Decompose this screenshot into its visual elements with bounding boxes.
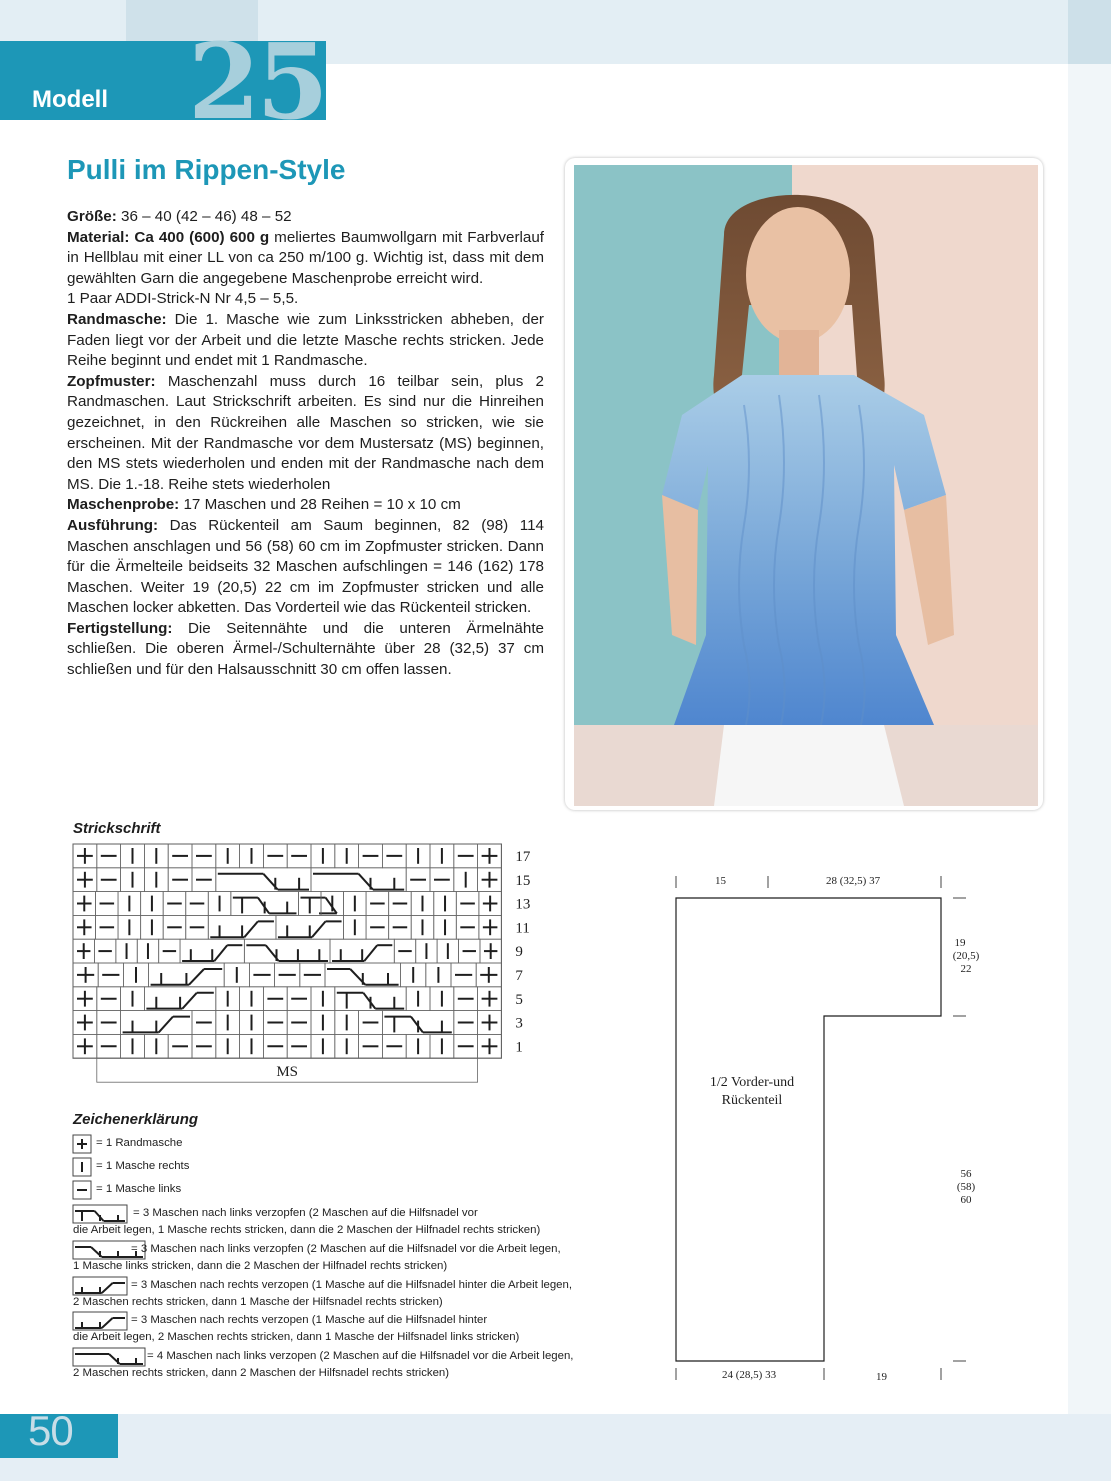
schematic-side-top-2: (20,5) [952, 950, 980, 962]
instruction-paragraph [67, 372, 544, 496]
chart-row-label: 1 [515, 1039, 523, 1056]
paragraph-key: Fertigstellung: [67, 619, 173, 637]
page-title: Pulli im Rippen-Style [67, 154, 346, 185]
legend-text-continued: 2 Maschen rechts stricken, dann 1 Masche der Hilfsnadel rechts stricken) [73, 1296, 443, 1308]
schematic-side-top-1: 19 [954, 937, 966, 949]
legend-symbol [72, 1134, 92, 1154]
legend-text-continued: 2 Maschen rechts stricken, dann 2 Maschen der Hilfsnadel rechts stricken) [73, 1367, 450, 1379]
legend-symbol [72, 1180, 92, 1200]
legend-text: = 1 Randmasche [96, 1137, 183, 1149]
legend-symbol [72, 1347, 146, 1367]
paragraph-key: Maschenprobe: [67, 496, 180, 514]
chart-row-label: 7 [515, 968, 523, 984]
schematic-side-bottom-3: 60 [960, 1194, 972, 1206]
garment-schematic [660, 860, 980, 1390]
right-margin-band [1068, 64, 1111, 1414]
instruction-paragraph [67, 289, 544, 310]
legend-symbol [72, 1204, 128, 1224]
legend-text: = 3 Maschen nach links verzopfen (2 Maschen auf die Hilfsnadel vor die Arbeit legen, [131, 1243, 561, 1255]
legend-text: = 3 Maschen nach rechts verzopen (1 Masche auf die Hilfsnadel hinter [131, 1314, 488, 1326]
instruction-paragraph [67, 310, 544, 372]
chart-row-label: 13 [515, 896, 531, 913]
paragraph-key: Ausführung: [67, 516, 159, 534]
instruction-paragraph [67, 207, 544, 228]
legend-text: = 1 Masche rechts [96, 1160, 190, 1172]
paragraph-text: 36 – 40 (42 – 46) 48 – 52 [116, 208, 292, 225]
paragraph-key: Randmasche: [67, 310, 167, 328]
top-band-right [1068, 0, 1111, 64]
legend-text: = 4 Maschen nach links verzopen (2 Maschen auf die Hilfsnadel vor die Arbeit legen, [147, 1350, 574, 1362]
paragraph-key: Zopfmuster: [67, 372, 156, 390]
model-label: Modell [32, 86, 108, 113]
chart-row-label: 11 [515, 920, 530, 937]
paragraph-text: 1 Paar ADDI-Strick-N Nr 4,5 – 5,5. [67, 290, 299, 308]
model-number: 25 [188, 20, 325, 143]
legend-text: = 3 Maschen nach rechts verzopen (1 Masche auf die Hilfsnadel hinter die Arbeit legen, [131, 1279, 573, 1291]
legend-text-continued: die Arbeit legen, 1 Masche rechts stricken, dann die 2 Maschen der Hilfnadel rechts stricken) [73, 1224, 541, 1236]
paragraph-text: 17 Maschen und 28 Reihen = 10 x 10 cm [179, 496, 461, 514]
paragraph-text: Die Seitennähte und die unteren Ärmelnähte schließen. Die oberen Ärmel-/Schulternähte über 28 (32,5) 37 cm schließen und für den Halsausschnitt 30 cm offen lassen. [67, 619, 544, 679]
instruction-paragraph [67, 516, 544, 619]
page-number: 50 [28, 1407, 73, 1454]
paragraph-text: meliertes Baumwollgarn mit Farbverlauf in Hellblau mit einer LL von ca 250 m/100 g. Wichtig ist, dass mit dem gewählten Garn die angegebene Maschenprobe erreicht wird. [67, 228, 545, 287]
schematic-top-right: 28 (32,5) 37 [826, 875, 881, 887]
schematic-label-1: 1/2 Vorder-und [709, 1075, 795, 1090]
paragraph-key: Material: Ca 400 (600) 600 g [67, 228, 270, 246]
schematic-side-bottom-1: 56 [960, 1168, 972, 1180]
schematic-top-left: 15 [715, 875, 726, 887]
chart-title: Strickschrift [73, 820, 161, 837]
legend-title: Zeichenerklärung [73, 1111, 199, 1128]
schematic-side-top-3: 22 [960, 963, 972, 975]
bottom-band [0, 1414, 1111, 1481]
instructions-text [67, 207, 544, 681]
legend-symbol [72, 1311, 128, 1331]
repeat-label: MS [276, 1064, 299, 1081]
legend-text-continued: 1 Masche links stricken, dann die 2 Maschen der Hilfnadel rechts stricken) [73, 1260, 448, 1272]
model-photo [574, 165, 1038, 806]
schematic-bottom-right: 19 [876, 1371, 887, 1383]
legend-text: = 3 Maschen nach links verzopfen (2 Maschen auf die Hilfsnadel vor [133, 1207, 478, 1219]
paragraph-text: Das Rückenteil am Saum beginnen, 82 (98) 114 Maschen anschlagen und 56 (58) 60 cm im Zopfmuster stricken. Dann für die Ärmelteile beidseits 32 Maschen aufschlingen = 146 (162) 178 Maschen. Weiter 19 (20,5) 22 cm im Zopfmuster stricken und alle Maschen locker abketten. Das Vorderteil wie das Rückenteil stricken. [67, 516, 544, 617]
chart-row-label: 9 [515, 944, 523, 961]
knitting-chart [60, 838, 550, 1088]
chart-row-label: 5 [515, 991, 523, 1008]
instruction-paragraph [67, 619, 544, 681]
schematic-label-2: Rückenteil [721, 1093, 783, 1108]
paragraph-text: Die 1. Masche wie zum Linksstricken abheben, der Faden liegt vor der Arbeit und die letzte Masche rechts stricken. Jede Reihe beginnt und endet mit 1 Randmasche. [67, 310, 544, 370]
legend-symbol [72, 1157, 92, 1177]
chart-row-label: 15 [515, 872, 531, 889]
chart-row-label: 3 [515, 1015, 523, 1032]
photo-illustration [574, 165, 1038, 806]
schematic-side-bottom-2: (58) [956, 1181, 976, 1193]
instruction-paragraph [67, 495, 544, 516]
chart-row-label: 17 [515, 849, 531, 865]
schematic-bottom-left: 24 (28,5) 33 [722, 1369, 777, 1381]
instruction-paragraph [67, 228, 544, 290]
legend-symbol [72, 1276, 128, 1296]
garment-outline [676, 898, 941, 1361]
legend-text-continued: die Arbeit legen, 2 Maschen rechts stricken, dann 1 Masche der Hilfsnadel links stricken) [73, 1331, 520, 1343]
paragraph-text: Maschenzahl muss durch 16 teilbar sein, plus 2 Randmaschen. Laut Strickschrift arbeiten. Es sind nur die Hinreihen gezeichnet, in den Rückreihen alle Maschen so stricken, wie sie erscheinen. Mit der Randmasche vor dem Mustersatz (MS) beginnen, den MS stets wiederholen und enden mit der Randmasche nach dem MS. Die 1.-18. Reihe stets wiederholen [67, 372, 544, 493]
legend-text: = 1 Masche links [96, 1183, 182, 1195]
paragraph-key: Größe: [67, 208, 117, 225]
